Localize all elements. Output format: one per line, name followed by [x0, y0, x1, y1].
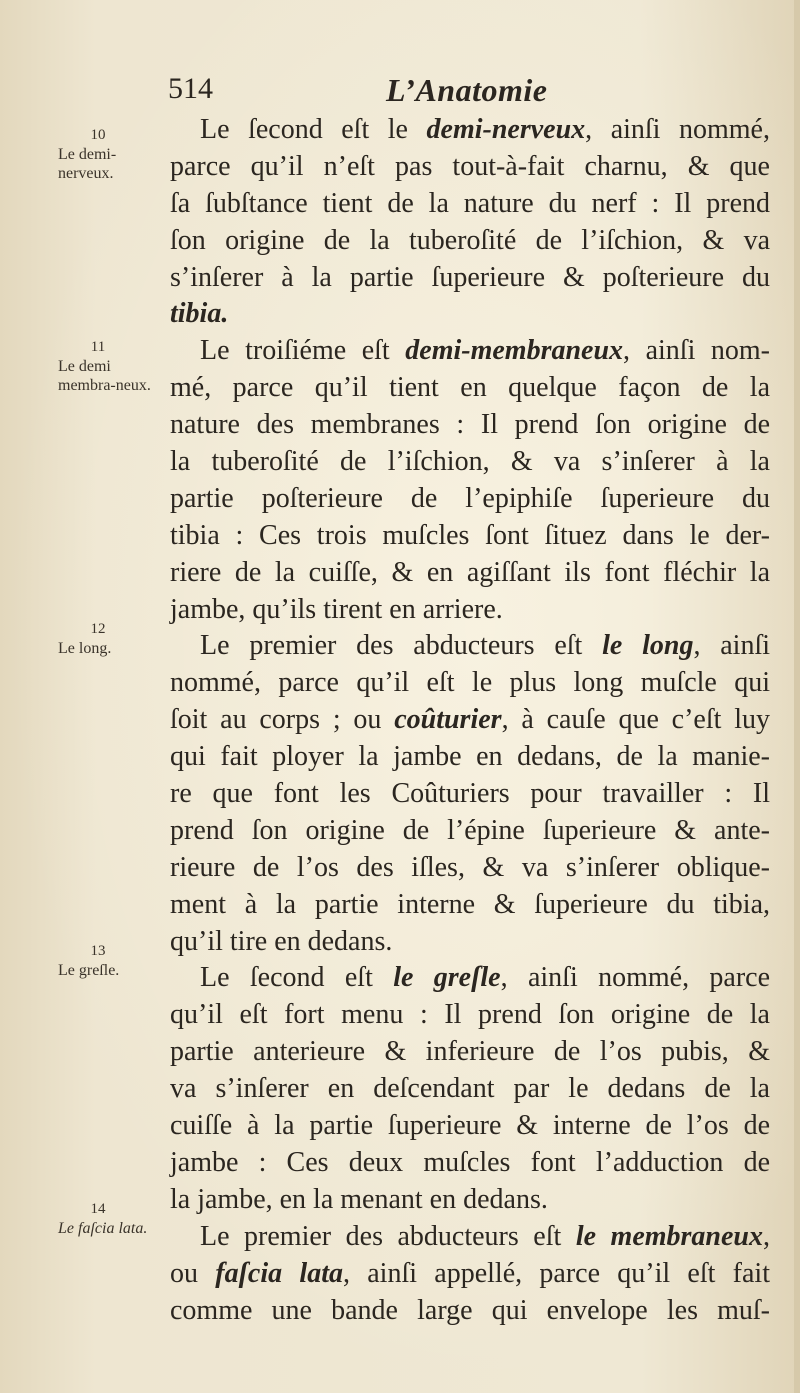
page-edge [794, 0, 800, 1393]
italic-term: faſcia lata [215, 1257, 343, 1289]
text-line [170, 702, 770, 739]
margin-note-text: Le demi membra-neux. [58, 358, 151, 394]
line-text: nature des membranes : Il prend ſon origine de [170, 409, 770, 441]
line-text: Le ſecond eſt le [200, 114, 427, 145]
running-head: L’Anatomie [386, 72, 548, 108]
line-text: s’inſerer à la partie ſuperieure & poſterieure du [170, 261, 770, 293]
text-line [170, 370, 770, 407]
line-text: re que font les Coûturiers pour travailler : Il [170, 778, 770, 810]
text-line [170, 481, 770, 518]
text-line [170, 149, 770, 186]
text-line [170, 407, 770, 444]
line-text: ſa ſubſtance tient de la nature du nerf : Il prend [170, 187, 770, 219]
text-line [170, 223, 770, 260]
line-text: rieure de l’os des iſles, & va s’inſerer oblique- [170, 851, 770, 883]
line-text: prend ſon origine de l’épine ſuperieure & ante- [170, 814, 770, 846]
margin-note-number: 12 [90, 621, 106, 637]
line-text: partie poſterieure de l’epiphiſe ſuperieure du [170, 482, 770, 514]
line-text: , ainſi nommé, parce [500, 962, 771, 994]
margin-note-text: Le greſle. [58, 962, 120, 979]
text-line [170, 960, 770, 997]
line-text: ment à la partie interne & ſuperieure du tibia, [170, 888, 770, 920]
line-text: la jambe, en la menant en dedans. [170, 1183, 548, 1215]
margin-note-number: 14 [90, 1201, 106, 1217]
line-text: qu’il tire en dedans. [170, 925, 393, 957]
text-line [170, 1219, 770, 1256]
line-text: riere de la cuiſſe, & en agiſſant ils font fléchir la [170, 556, 770, 588]
margin-note-text: Le long. [58, 640, 112, 657]
text-line [170, 776, 770, 813]
margin-note-10 [58, 126, 158, 183]
italic-term: le greſle [393, 962, 501, 994]
page-header [168, 72, 768, 112]
text-line [170, 813, 770, 850]
text-line [170, 997, 770, 1034]
text-line [170, 112, 770, 149]
text-line [170, 1256, 770, 1293]
line-text: , ainſi [693, 630, 771, 662]
italic-term: demi-nerveux [426, 114, 586, 145]
italic-term: demi-membraneux [405, 335, 624, 367]
body-text [170, 112, 770, 1329]
text-line [170, 887, 770, 924]
line-text: jambe : Ces deux muſcles font l’adduction de [170, 1146, 770, 1178]
margin-note-number: 13 [90, 943, 106, 959]
line-text: , [763, 1220, 770, 1252]
margin-note-12 [58, 620, 158, 658]
text-line [170, 260, 770, 297]
text-line [170, 296, 770, 333]
text-line [170, 665, 770, 702]
text-line [170, 924, 770, 961]
line-text: mé, parce qu’il tient en quelque façon de la [170, 372, 770, 404]
line-text: jambe, qu’ils tirent en arriere. [170, 593, 503, 625]
line-text: , ainſi nommé, [585, 114, 770, 145]
line-text: partie anterieure & inferieure de l’os pubis, & [170, 1036, 770, 1068]
line-text: comme une bande large qui envelope les muſ- [170, 1294, 770, 1326]
text-line [170, 1182, 770, 1219]
line-text: tibia : Ces trois muſcles ſont ſituez dans le der- [170, 519, 770, 551]
text-line [170, 850, 770, 887]
margin-note-11 [58, 338, 158, 395]
line-text: ſon origine de la tuberoſité de l’iſchion, & va [170, 224, 770, 256]
line-text: va s’inſerer en deſcendant par le dedans de la [170, 1073, 770, 1105]
text-line [170, 1293, 770, 1330]
italic-term: coûturier [394, 704, 502, 736]
line-text: cuiſſe à la partie ſuperieure & interne de l’os de [170, 1110, 770, 1142]
line-text: , à cauſe que c’eſt luy [501, 704, 770, 736]
line-text: Le premier des abducteurs eſt [200, 1220, 576, 1252]
text-line [170, 1108, 770, 1145]
text-line [170, 333, 770, 370]
line-text: , ainſi nom- [623, 335, 771, 367]
margin-note-number: 11 [90, 339, 106, 355]
text-line [170, 592, 770, 629]
text-line [170, 444, 770, 481]
line-text: parce qu’il n’eſt pas tout-à-fait charnu, & que [170, 150, 770, 182]
margin-note-14 [58, 1200, 158, 1238]
line-text: , ainſi appellé, parce qu’il eſt fait [342, 1257, 770, 1289]
text-line [170, 628, 770, 665]
text-line [170, 1145, 770, 1182]
line-text: qui fait ployer la jambe en dedans, de la manie- [170, 741, 770, 773]
text-line [170, 1071, 770, 1108]
line-text: ou [170, 1257, 216, 1289]
margin-note-text: Le faſcia lata. [58, 1220, 148, 1237]
italic-term: le long [602, 630, 694, 662]
line-text: qu’il eſt fort menu : Il prend ſon origine de la [170, 999, 770, 1031]
line-text: ſoit au corps ; ou [170, 704, 395, 736]
text-line [170, 186, 770, 223]
line-text: la tuberoſité de l’iſchion, & va s’inſerer à la [170, 446, 770, 478]
page-number: 514 [168, 72, 213, 105]
italic-term: le membraneux [575, 1220, 763, 1252]
text-line [170, 739, 770, 776]
text-line [170, 518, 770, 555]
line-text: Le premier des abducteurs eſt [200, 630, 603, 662]
margin-note-number: 10 [90, 127, 106, 143]
line-text: nommé, parce qu’il eſt le plus long muſcle qui [170, 667, 770, 699]
line-text: Le troiſiéme eſt [200, 335, 406, 367]
line-text: Le ſecond eſt [200, 962, 394, 994]
italic-term: tibia. [170, 298, 229, 330]
text-line [170, 555, 770, 592]
text-line [170, 1034, 770, 1071]
margin-note-13 [58, 942, 158, 980]
margin-note-text: Le demi-nerveux. [58, 146, 117, 182]
